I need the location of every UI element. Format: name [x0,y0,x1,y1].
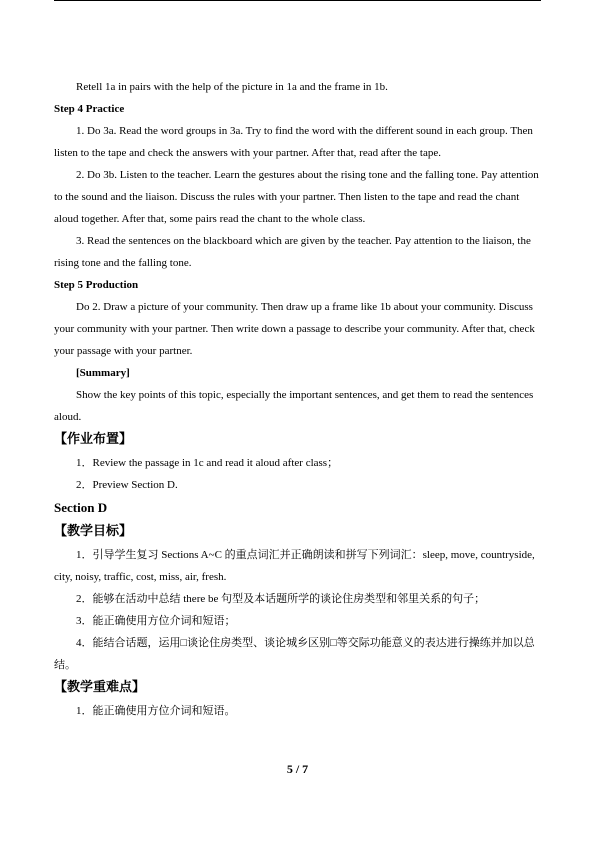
step4-item-1: 1. Do 3a. Read the word groups in 3a. Try to find the word with the different sound in each group. Then listen to the tape and check the answers with your partner. After that, read after the tape. [54,125,533,159]
page-number: 5 / 7 [286,762,309,776]
step5-heading: Step 5 Production [54,279,139,291]
homework-item-1: 1．Review the passage in 1c and read it aloud after class； [76,457,339,469]
step4-item-3: 3. Read the sentences on the blackboard which are given by the teacher. Pay attention to the liaison, the rising tone and the falling tone. [54,235,531,269]
step5-item-1: Do 2. Draw a picture of your community. Then draw up a frame like 1b about your community. Discuss your community with your partner. Then write down a passage to describe your community. After that, check your passage with your partner. [54,301,535,357]
retell-line: Retell 1a in pairs with the help of the picture in 1a and the frame in 1b. [76,81,388,93]
step4-heading: Step 4 Practice [54,103,125,115]
document-body [54,76,541,722]
goal-item-2: 2．能够在活动中总结 there be 句型及本话题所学的谈论住房类型和邻里关系的句子； [76,593,486,605]
key-point-item-1: 1．能正确使用方位介词和短语。 [76,705,236,717]
goal-item-1: 1．引导学生复习 Sections A~C 的重点词汇并正确朗读和拼写下列词汇：sleep, move, countryside, city, noisy, traffic, cost, miss, air, fresh. [54,549,535,583]
goal-item-3: 3．能正确使用方位介词和短语； [76,615,236,627]
step4-item-2: 2. Do 3b. Listen to the teacher. Learn the gestures about the rising tone and the falling tone. Pay attention to the sound and the liaison. Discuss the rules with your partner. Then listen to the tape and read the chant aloud together. After that, some pairs read the chant to the whole class. [54,169,539,225]
homework-heading: 【作业布置】 [54,432,133,447]
summary-heading: [Summary] [76,367,130,379]
section-d-heading: Section D [54,500,108,515]
goal-item-4: 4．能结合话题，运用□谈论住房类型、谈论城乡区别□等交际功能意义的表达进行操练并加以总结。 [54,637,535,671]
goals-heading: 【教学目标】 [54,524,133,539]
top-rule [54,0,541,1]
homework-item-2: 2．Preview Section D. [76,479,178,491]
key-points-heading: 【教学重难点】 [54,680,146,695]
summary-text: Show the key points of this topic, especially the important sentences, and get them to read the sentences aloud. [54,389,534,423]
